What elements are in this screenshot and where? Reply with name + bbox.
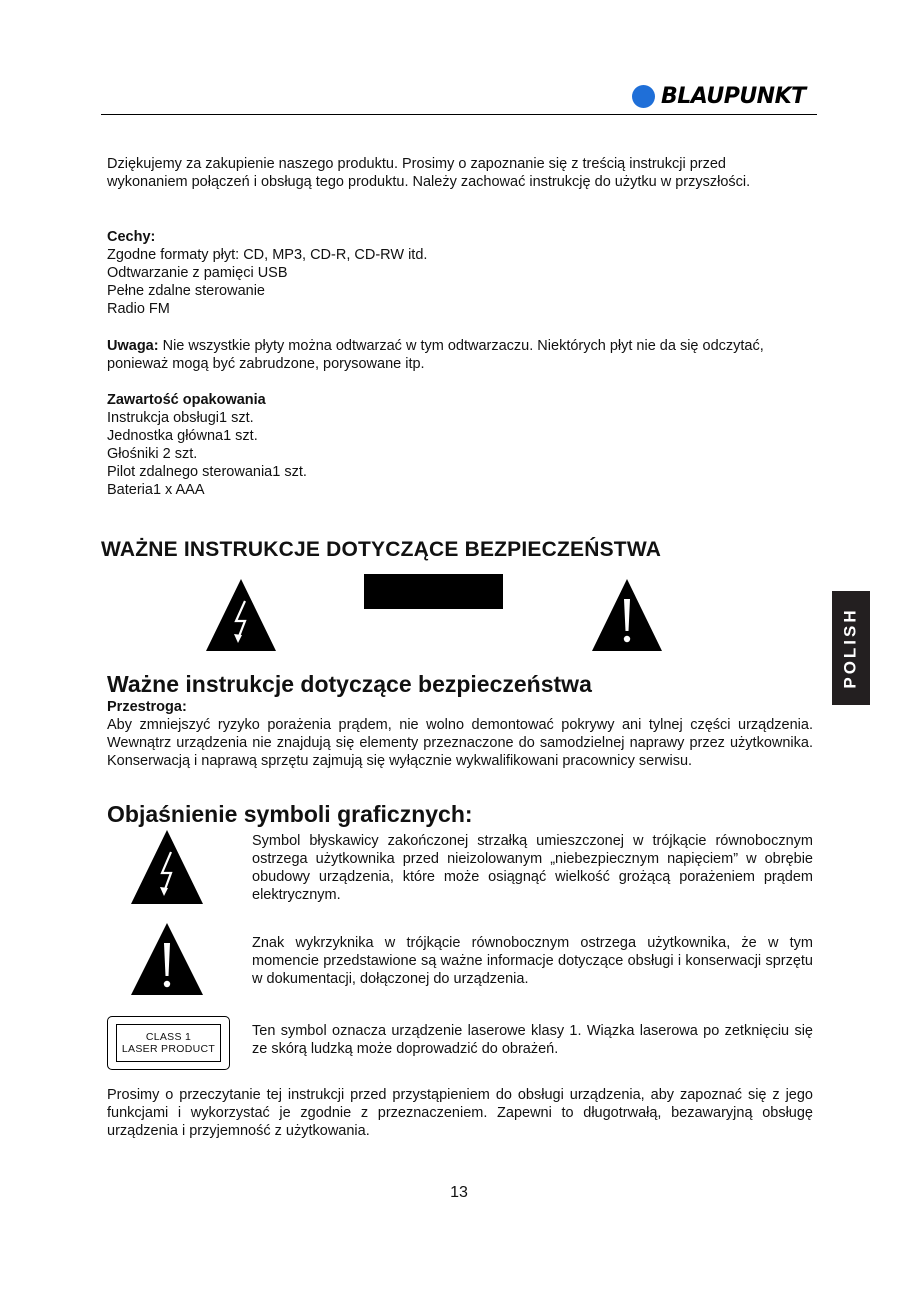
lightning-warning-icon [204, 577, 278, 653]
package-item: Pilot zdalnego sterowania1 szt. [107, 464, 307, 480]
language-tab-label: POLISH [841, 607, 861, 689]
caution-banner [364, 574, 503, 609]
package-section [107, 391, 707, 499]
exclamation-symbol-text: Znak wykrzyknika w trójkącie równobocznym ostrzega użytkownika, że w tym momencie przedstawione są ważne informacje dotyczące obsługi i konserwacji sprzętu w dokumentacji, dołączonej do urządzenia. [252, 935, 813, 987]
package-heading: Zawartość opakowania [107, 392, 266, 408]
brand-name: BLAUPUNKT [661, 84, 806, 109]
features-heading: Cechy: [107, 229, 156, 245]
feature-item: Pełne zdalne sterowanie [107, 283, 265, 299]
closing-paragraph: Prosimy o przeczytanie tej instrukcji przed przystąpieniem do obsługi urządzenia, aby zapoznać się z jego funkcjami i wykorzystać je zgodnie z przeznaczeniem. Zapewni to długotrwałą, bezawaryjną obsługę urządzenia i przyjemność z użytkowania. [107, 1087, 813, 1139]
laser-symbol-text: Ten symbol oznacza urządzenie laserowe klasy 1. Wiązka laserowa po zetknięciu się ze skórą ludzką może doprowadzić do obrażeń. [252, 1023, 813, 1057]
caution-paragraph: Aby zmniejszyć ryzyko porażenia prądem, nie wolno demontować pokrywy ani tylnej części urządzenia. Wewnątrz urządzenia nie znajdują się elementy przeznaczone do samodzielnej naprawy przez użytkownika. Konserwacją i naprawą sprzętu zajmują się wyłącznie wykwalifikowani pracownicy serwisu. [107, 717, 813, 769]
package-item: Głośniki 2 szt. [107, 446, 198, 462]
safety-sub-heading: Ważne instrukcje dotyczące bezpieczeństwa [107, 671, 592, 697]
caution-label: Przestroga: [107, 699, 187, 715]
lightning-symbol-text: Symbol błyskawicy zakończonej strzałką umieszczonej w trójkącie równobocznym ostrzega użytkownika przed nieizolowanym „niebezpiecznym napięciem” w obrębie obudowy urządzenia, które może osiągnąć wielkość grożącą porażeniem prądem elektrycznym. [252, 833, 813, 903]
laser-label-line1: CLASS 1 [145, 1031, 192, 1043]
feature-item: Zgodne formaty płyt: CD, MP3, CD-R, CD-RW itd. [107, 247, 428, 263]
note-label: Uwaga: [107, 338, 159, 354]
features-section [107, 228, 707, 318]
package-item: Bateria1 x AAA [107, 482, 205, 498]
safety-main-heading: WAŻNE INSTRUKCJE DOTYCZĄCE BEZPIECZEŃSTWA [101, 538, 662, 561]
package-item: Instrukcja obsługi1 szt. [107, 410, 254, 426]
note-text: Nie wszystkie płyty można odtwarzać w tym odtwarzaczu. Niektórych płyt nie da się odczytać, ponieważ mogą być zabrudzone, porysowane itp. [107, 338, 764, 372]
header-rule [101, 114, 817, 115]
laser-label-line2: LASER PRODUCT [121, 1043, 216, 1055]
laser-class-label [107, 1016, 230, 1070]
page-number: 13 [450, 1184, 468, 1201]
note-paragraph [107, 337, 787, 373]
brand-dot-icon [632, 85, 655, 108]
feature-item: Odtwarzanie z pamięci USB [107, 265, 288, 281]
language-tab [832, 591, 870, 705]
brand-logo [632, 84, 806, 109]
intro-paragraph: Dziękujemy za zakupienie naszego produktu. Prosimy o zapoznanie się z treścią instrukcji przed wykonaniem połączeń i obsługą tego produktu. Należy zachować instrukcję do użytku w przyszłości. [107, 156, 751, 190]
package-item: Jednostka główna1 szt. [107, 428, 258, 444]
feature-item: Radio FM [107, 301, 170, 317]
lightning-symbol-icon [129, 828, 205, 906]
exclamation-warning-icon [590, 577, 664, 653]
symbols-heading: Objaśnienie symboli graficznych: [107, 801, 473, 827]
exclamation-symbol-icon [129, 921, 205, 997]
